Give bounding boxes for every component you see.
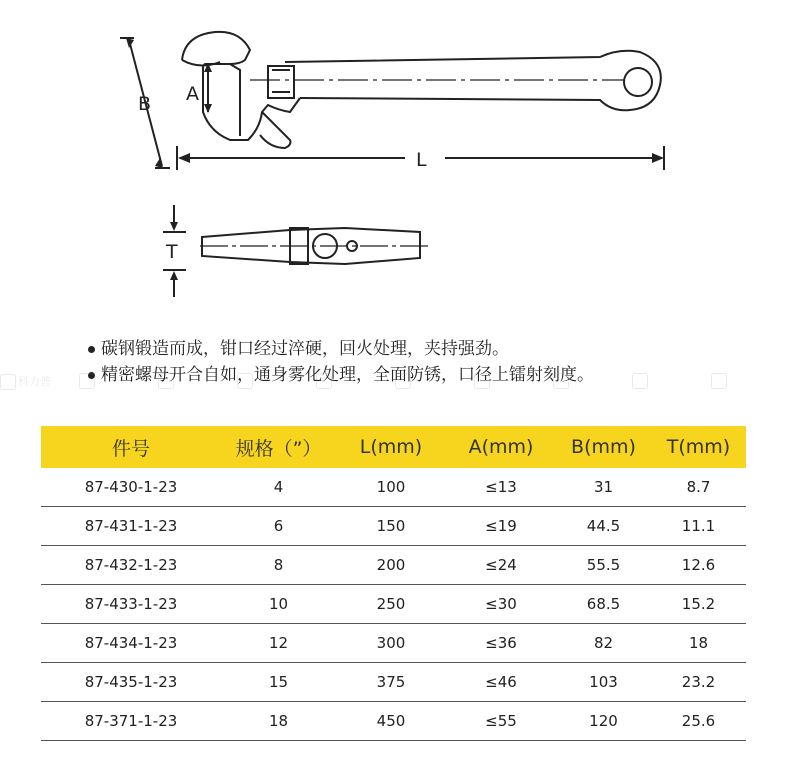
watermark-icon bbox=[474, 373, 490, 389]
watermark-strip bbox=[0, 373, 790, 397]
watermark-logo bbox=[237, 373, 316, 397]
cell-t: 23.2 bbox=[651, 663, 746, 702]
watermark-logo bbox=[632, 373, 711, 397]
cell-size: 12 bbox=[221, 624, 336, 663]
header-t: T(mm) bbox=[666, 436, 731, 458]
cell-b: 68.5 bbox=[556, 585, 651, 624]
label-t: T bbox=[166, 241, 178, 263]
watermark-icon bbox=[711, 373, 727, 389]
feature-item bbox=[88, 336, 748, 362]
cell-a: ≤46 bbox=[446, 663, 556, 702]
table-row bbox=[41, 585, 746, 624]
cell-t: 8.7 bbox=[651, 468, 746, 507]
watermark-logo bbox=[0, 373, 79, 397]
cell-l: 150 bbox=[336, 507, 446, 546]
cell-l: 375 bbox=[336, 663, 446, 702]
cell-size: 15 bbox=[221, 663, 336, 702]
table-row bbox=[41, 546, 746, 585]
watermark-logo bbox=[316, 373, 395, 397]
wrench-top-view bbox=[200, 228, 430, 264]
watermark-logo bbox=[474, 373, 553, 397]
cell-b: 120 bbox=[556, 702, 651, 741]
cell-t: 18 bbox=[651, 624, 746, 663]
cell-b: 31 bbox=[556, 468, 651, 507]
cell-size: 10 bbox=[221, 585, 336, 624]
watermark-icon bbox=[395, 373, 411, 389]
watermark-text: 科力普 bbox=[18, 375, 51, 388]
watermark-icon bbox=[237, 373, 253, 389]
cell-l: 250 bbox=[336, 585, 446, 624]
header-l: L(mm) bbox=[359, 436, 423, 458]
cell-part-no: 87-435-1-23 bbox=[41, 663, 221, 702]
cell-part-no: 87-430-1-23 bbox=[41, 468, 221, 507]
cell-b: 103 bbox=[556, 663, 651, 702]
cell-t: 25.6 bbox=[651, 702, 746, 741]
cell-a: ≤19 bbox=[446, 507, 556, 546]
label-b: B bbox=[138, 93, 152, 115]
cell-a: ≤55 bbox=[446, 702, 556, 741]
watermark-icon bbox=[0, 374, 16, 390]
wrench-dimension-diagram bbox=[0, 0, 790, 320]
cell-b: 55.5 bbox=[556, 546, 651, 585]
feature-text: 精密螺母开合自如，通身雾化处理，全面防锈，口径上镭射刻度。 bbox=[101, 365, 594, 385]
cell-b: 44.5 bbox=[556, 507, 651, 546]
cell-t: 15.2 bbox=[651, 585, 746, 624]
label-a: A bbox=[186, 83, 199, 105]
dimension-a bbox=[204, 63, 212, 113]
watermark-logo bbox=[158, 373, 237, 397]
cell-size: 6 bbox=[221, 507, 336, 546]
table-row bbox=[41, 468, 746, 507]
cell-a: ≤36 bbox=[446, 624, 556, 663]
cell-b: 82 bbox=[556, 624, 651, 663]
cell-part-no: 87-432-1-23 bbox=[41, 546, 221, 585]
cell-l: 300 bbox=[336, 624, 446, 663]
table-row bbox=[41, 702, 746, 741]
table-row bbox=[41, 663, 746, 702]
watermark-icon bbox=[79, 373, 95, 389]
feature-text: 碳钢锻造而成，钳口经过淬硬，回火处理，夹持强劲。 bbox=[101, 339, 509, 359]
cell-t: 11.1 bbox=[651, 507, 746, 546]
watermark-logo bbox=[395, 373, 474, 397]
table-row bbox=[41, 624, 746, 663]
cell-part-no: 87-433-1-23 bbox=[41, 585, 221, 624]
watermark-logo bbox=[79, 373, 158, 397]
header-b: B(mm) bbox=[571, 436, 636, 458]
watermark-icon bbox=[316, 373, 332, 389]
cell-size: 8 bbox=[221, 546, 336, 585]
cell-a: ≤24 bbox=[446, 546, 556, 585]
cell-size: 18 bbox=[221, 702, 336, 741]
watermark-icon bbox=[553, 373, 569, 389]
header-size: 规格（”） bbox=[235, 437, 322, 460]
cell-part-no: 87-434-1-23 bbox=[41, 624, 221, 663]
cell-l: 200 bbox=[336, 546, 446, 585]
watermark-icon bbox=[632, 373, 648, 389]
header-a: A(mm) bbox=[468, 436, 534, 458]
cell-a: ≤13 bbox=[446, 468, 556, 507]
cell-l: 100 bbox=[336, 468, 446, 507]
cell-a: ≤30 bbox=[446, 585, 556, 624]
watermark-logo bbox=[711, 373, 790, 397]
header-part-no: 件号 bbox=[111, 437, 150, 460]
cell-part-no: 87-371-1-23 bbox=[41, 702, 221, 741]
cell-part-no: 87-431-1-23 bbox=[41, 507, 221, 546]
label-l: L bbox=[416, 149, 427, 171]
table-header-row bbox=[41, 426, 746, 468]
spec-table bbox=[41, 426, 746, 741]
table-row bbox=[41, 507, 746, 546]
cell-l: 450 bbox=[336, 702, 446, 741]
bullet-dot bbox=[88, 346, 95, 353]
cell-t: 12.6 bbox=[651, 546, 746, 585]
cell-size: 4 bbox=[221, 468, 336, 507]
watermark-logo bbox=[553, 373, 632, 397]
wrench-side-view bbox=[182, 32, 661, 148]
watermark-icon bbox=[158, 373, 174, 389]
